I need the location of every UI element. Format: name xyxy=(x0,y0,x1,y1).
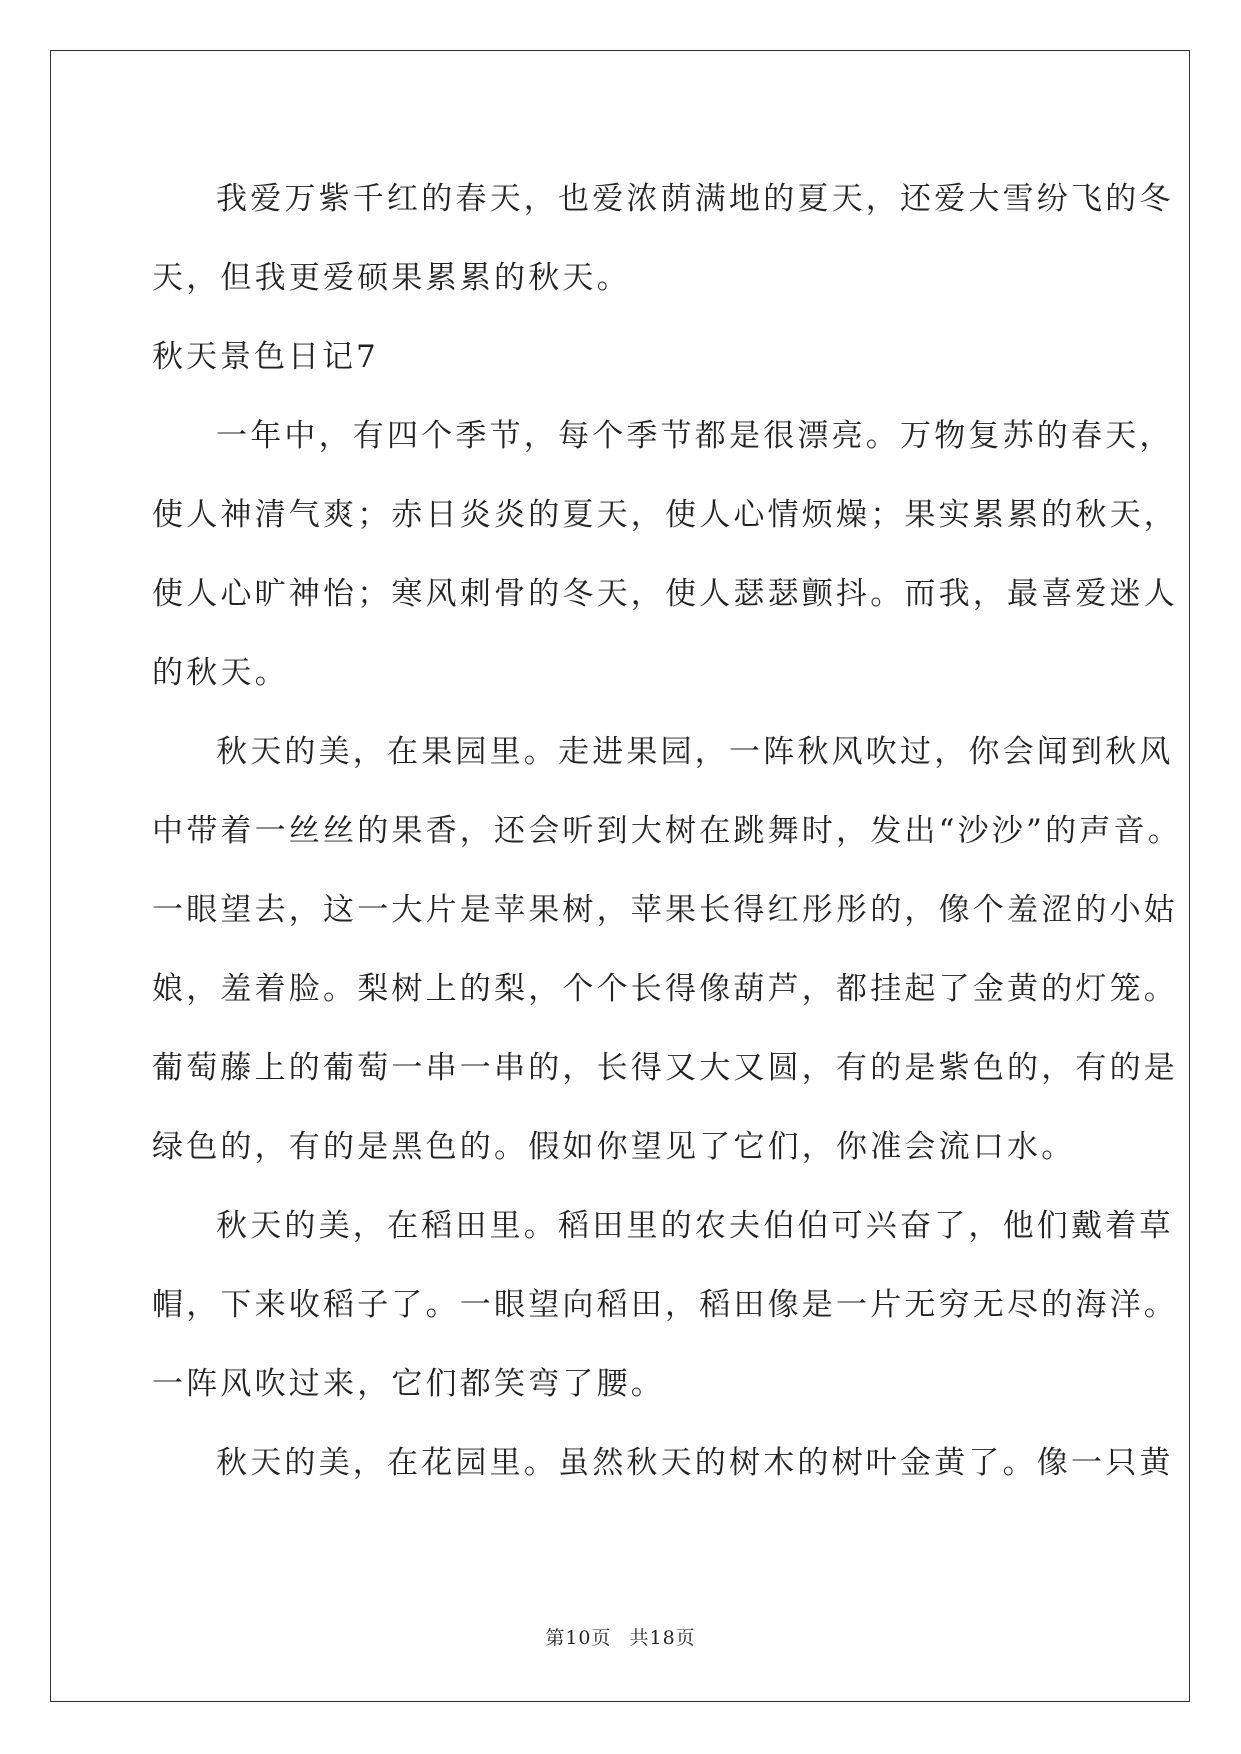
text-line: 秋天的美，在果园里。走进果园，一阵秋风吹过，你会闻到秋风 xyxy=(216,734,1174,770)
paragraph xyxy=(152,1187,1178,1424)
text-line: 帽，下来收稻子了。一眼望向稻田，稻田像是一片无穷无尽的海洋。 xyxy=(152,1287,1178,1323)
text-line: 葡萄藤上的葡萄一串一串的，长得又大又圆，有的是紫色的，有的是 xyxy=(152,1050,1178,1086)
page-total: 共18页 xyxy=(629,1627,696,1649)
section-heading: 秋天景色日记7 xyxy=(152,339,379,375)
page-number: 第10页 xyxy=(545,1627,612,1649)
text-line: 使人神清气爽；赤日炎炎的夏天，使人心情烦燥；果实累累的秋天， xyxy=(152,497,1178,533)
paragraph xyxy=(152,1424,1174,1503)
text-line: 中带着一丝丝的果香，还会听到大树在跳舞时，发出“沙沙”的声音。 xyxy=(152,813,1182,849)
text-line: 使人心旷神怡；寒风刺骨的冬天，使人瑟瑟颤抖。而我，最喜爱迷人 xyxy=(152,576,1178,612)
text-line: 一眼望去，这一大片是苹果树，苹果长得红彤彤的，像个羞涩的小姑 xyxy=(152,892,1178,928)
text-line: 一年中，有四个季节，每个季节都是很漂亮。万物复苏的春天， xyxy=(216,418,1174,454)
text-line: 娘，羞着脸。梨树上的梨，个个长得像葫芦，都挂起了金黄的灯笼。 xyxy=(152,971,1178,1007)
text-line: 的秋天。 xyxy=(152,655,289,691)
text-line: 天，但我更爱硕果累累的秋天。 xyxy=(152,260,631,296)
text-line: 我爱万紫千红的春天，也爱浓荫满地的夏天，还爱大雪纷飞的冬 xyxy=(216,181,1174,217)
text-line: 秋天的美，在稻田里。稻田里的农夫伯伯可兴奋了，他们戴着草 xyxy=(216,1208,1174,1244)
document-body xyxy=(152,160,1182,1503)
text-line: 一阵风吹过来，它们都笑弯了腰。 xyxy=(152,1366,665,1402)
paragraph xyxy=(152,160,1174,318)
paragraph xyxy=(152,713,1182,1187)
text-line: 秋天的美，在花园里。虽然秋天的树木的树叶金黄了。像一只黄 xyxy=(216,1445,1174,1481)
page-footer xyxy=(0,1623,1241,1650)
text-line: 绿色的，有的是黑色的。假如你望见了它们，你准会流口水。 xyxy=(152,1129,1076,1165)
paragraph xyxy=(152,397,1178,713)
